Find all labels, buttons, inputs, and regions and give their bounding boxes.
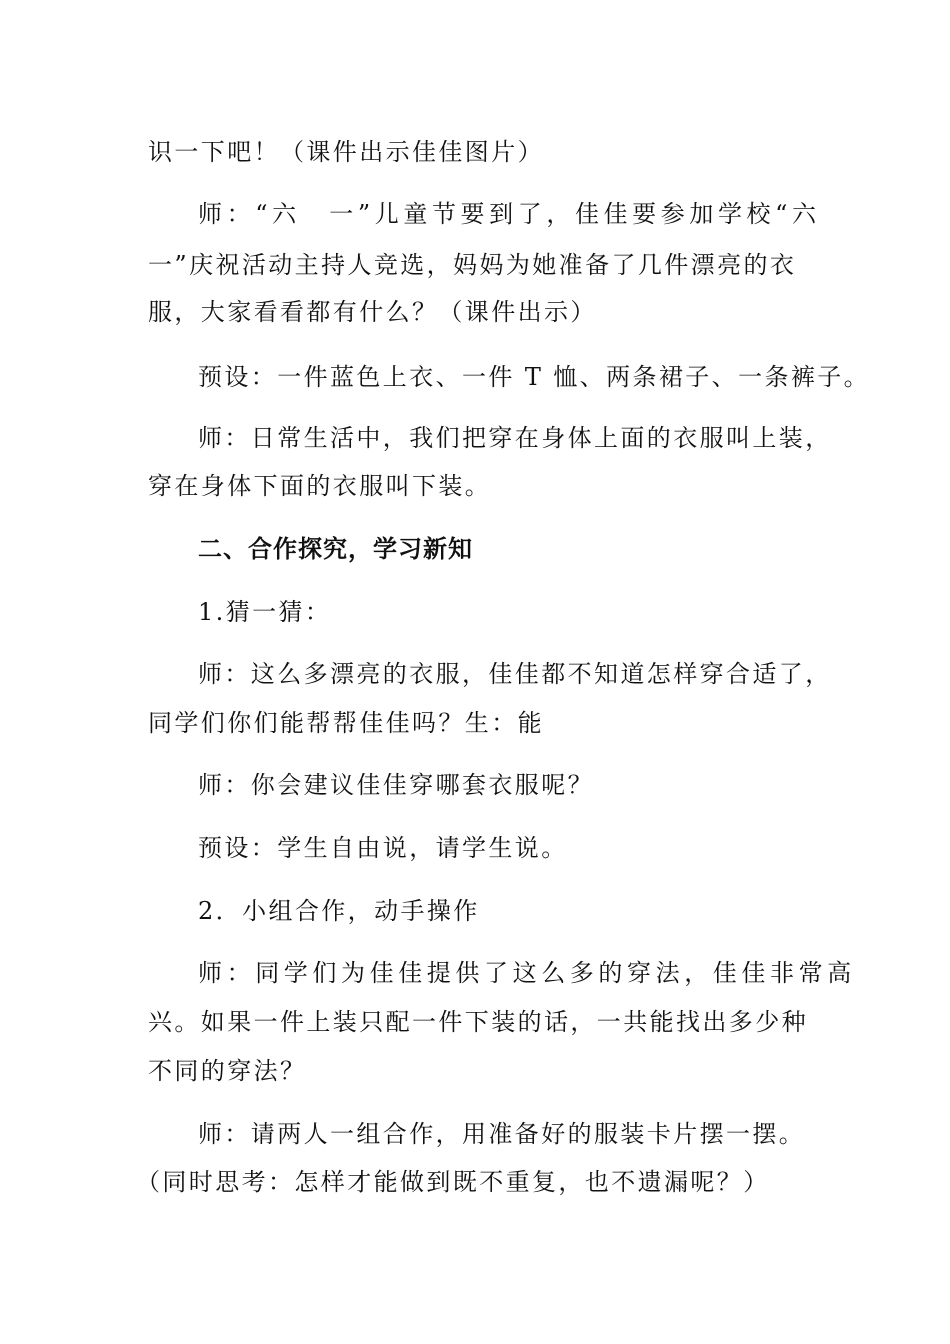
text-line: 师：同学们为佳佳提供了这么多的穿法，佳佳非常高 [198, 959, 856, 987]
text-line: 师：日常生活中，我们把穿在身体上面的衣服叫上装， [198, 424, 832, 452]
section-heading: 二、合作探究，学习新知 [198, 535, 473, 563]
text-line: 2．小组合作，动手操作 [198, 897, 480, 925]
text-line: 师：这么多漂亮的衣服，佳佳都不知道怎样穿合适了， [198, 660, 832, 688]
text-line: （同时思考：怎样才能做到既不重复，也不遗漏呢？） [136, 1168, 770, 1196]
text-line: 同学们你们能帮帮佳佳吗？生：能 [148, 709, 544, 737]
text-line: 预设：学生自由说，请学生说。 [198, 834, 568, 862]
text-line: 兴。如果一件上装只配一件下装的话，一共能找出多少种 [148, 1008, 808, 1036]
text-line: 1.猜一猜： [198, 598, 332, 626]
text-line: 一”庆祝活动主持人竞选，妈妈为她准备了几件漂亮的衣 [148, 251, 797, 279]
text-line: 师：“六 一”儿童节要到了，佳佳要参加学校“六 [198, 200, 821, 228]
text-line: 穿在身体下面的衣服叫下装。 [148, 472, 492, 500]
text-line: 师：请两人一组合作，用准备好的服装卡片摆一摆。 [198, 1120, 806, 1148]
text-line: 预设：一件蓝色上衣、一件 T 恤、两条裙子、一条裤子。 [198, 363, 871, 391]
text-line: 服，大家看看都有什么？（课件出示） [148, 298, 597, 326]
text-line: 师：你会建议佳佳穿哪套衣服呢？ [198, 771, 594, 799]
text-line: 不同的穿法？ [148, 1057, 307, 1085]
text-line: 识一下吧！（课件出示佳佳图片） [148, 138, 544, 166]
